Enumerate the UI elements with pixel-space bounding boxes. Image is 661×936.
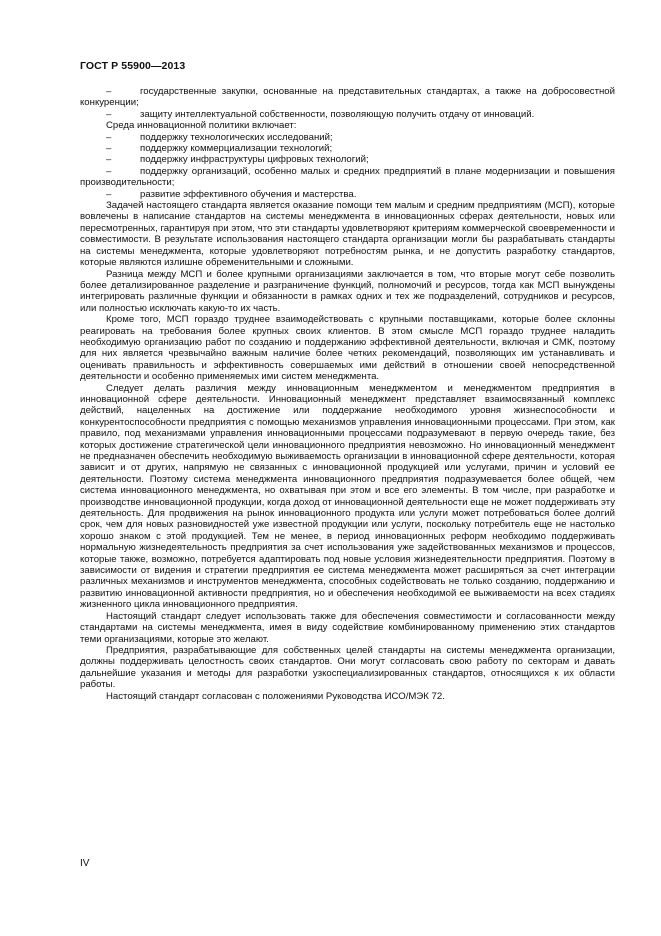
paragraph-lead: Среда инновационной политики включает: [106, 120, 297, 132]
list-item [80, 109, 615, 120]
page-number: IV [80, 858, 90, 869]
list-item [80, 143, 615, 154]
dash-marker: – [106, 108, 112, 120]
document-header [80, 60, 185, 72]
list-item-text: государственные закупки, основанные на представительных стандартах, а также на добросовестной конкуренции; [80, 86, 615, 109]
list-item-text: поддержку инфраструктуры цифровых технологий; [140, 154, 369, 166]
paragraph-enterprises: Предприятия, разрабатывающие для собственных целей стандарты на системы менеджмента организации, должны поддерживать целостность своих стандартов. Они могут согласовать свою работу по секторам и давать дальнейшие указания и методы для разработки узкоспециализированных стандартов, относящихся к их области работы. [80, 644, 615, 691]
dash-marker: – [106, 143, 112, 155]
list-item-text: защиту интеллектуальной собственности, позволяющую получить отдачу от инноваций. [140, 108, 535, 120]
document-body [80, 86, 615, 702]
dash-marker: – [106, 86, 112, 97]
paragraph-innovation-management: Следует делать различия между инновационным менеджментом и менеджментом предприятия в инновационной сфере деятельности. Инновационный менеджмент представляет взаимосвязанный комплекс действий, нацеленных на достижение или поддержание необходимого уровня жизнеспособности и конкурентоспособности предприятия с помощью механизмов управления инновационными процессами. При этом, как правило, под механизмами управления инновационными процессами подразумевают в первую очередь такие, без которых достижение стратегической цели инновационного предприятия невозможно. Но инновационный менеджмент не предназначен обеспечить необходимую выживаемость организации в инновационной сфере деятельности, которая зависит и от других, напрямую не связанных с инновационной продукцией или услугами, причин и условий ее деятельности. Поэтому система менеджмента инновационного предприятия подразумевается более общей, чем система инновационного менеджмента, но охватывая при этом и все его элементы. В том числе, при разработке и производстве инновационной продукции, когда доход от инновационной деятельности еще не может поддерживать эту деятельность. Для продвижения на рынок инновационного продукта или услуги может потребоваться более долгий срок, чем для новых разновидностей уже известной продукции или услуги, поскольку потребитель еще не настолько хорошо знаком с этой продукцией. Тем не менее, в период инновационных реформ необходимо поддерживать нормальную жизнедеятельность предприятия за счет использования уже задействованных механизмов и процессов, которые также, возможно, потребуется адаптировать под новые условия жизнедеятельности предприятия. Поэтому в зависимости от видения и стратегии предприятия ее система менеджмента может расширяться за счет интеграции различных механизмов и инструментов менеджмента, способных содействовать не только созданию, поддержанию и развитию инновационной активности предприятия, но и обеспечения необходимой ее выживаемости на всех стадиях жизненного цикла инновационного предприятия. [80, 382, 615, 611]
list-item [80, 154, 615, 165]
page-footer [80, 858, 89, 869]
paragraph-iso-guide: Настоящий стандарт согласован с положениями Руководства ИСО/МЭК 72. [106, 690, 445, 702]
dash-marker: – [106, 131, 112, 143]
paragraph-difference: Разница между МСП и более крупными организациями заключается в том, что вторые могут себе позволить более детализированное разделение и разграничение функций, полномочий и ресурсов, тогда как МСП вынуждены интегрировать различные функции и обязанности в рамках одних и тех же подразделений, сотрудников и ресурсов, или полностью исключать какую-то их часть. [80, 268, 615, 314]
paragraph-purpose: Задачей настоящего стандарта является оказание помощи тем малым и средним предприятиям (МСП), которые вовлечены в написание стандартов на системы менеджмента в инновационных сферах деятельности, новых или пересмотренных, гарантируя при этом, что эти стандарты удовлетворяют критериям коммерческой своевременности и совместимости. В результате использования настоящего стандарта организации могли бы разрабатывать стандарты на системы менеджмента, которые удовлетворяют потребностям рынка, и не допустить разработку стандартов, которые являются излишне обременительными и сложными. [80, 200, 615, 269]
dash-marker: – [106, 165, 112, 177]
list-item-text: развитие эффективного обучения и мастерства. [140, 188, 357, 200]
list-item-text: поддержку технологических исследований; [140, 131, 333, 143]
list-item-text: поддержку коммерциализации технологий; [140, 143, 333, 155]
list-item [80, 86, 615, 109]
dash-marker: – [106, 188, 112, 200]
standard-id: ГОСТ Р 55900—2013 [80, 60, 186, 72]
list-item [80, 166, 615, 189]
paragraph-compatibility: Настоящий стандарт следует использовать также для обеспечения совместимости и согласованности между стандартами на системы менеджмента, имея в виду содействие комбинированному применению этих стандартов теми организациями, которые это желают. [80, 610, 615, 645]
list-item-text: поддержку организаций, особенно малых и средних предприятий в плане модернизации и повышения производительности; [80, 165, 615, 189]
list-item [80, 189, 615, 200]
list-item [80, 132, 615, 143]
paragraph-interaction: Кроме того, МСП гораздо труднее взаимодействовать с крупными поставщиками, которые более склонны реагировать на требования более крупных своих клиентов. В этом смысле МСП гораздо труднее наладить необходимую организацию работ по созданию и поддержанию эффективной деятельности, включая и СМК, поэтому для них является чрезвычайно важным наличие более четких рекомендаций, позволяющих им устанавливать и оценивать правильность и эффективность совершаемых ими действий в отношении своей непосредственной деятельности и особенно применяемых ими систем менеджмента. [80, 314, 615, 383]
dash-marker: – [106, 154, 112, 166]
